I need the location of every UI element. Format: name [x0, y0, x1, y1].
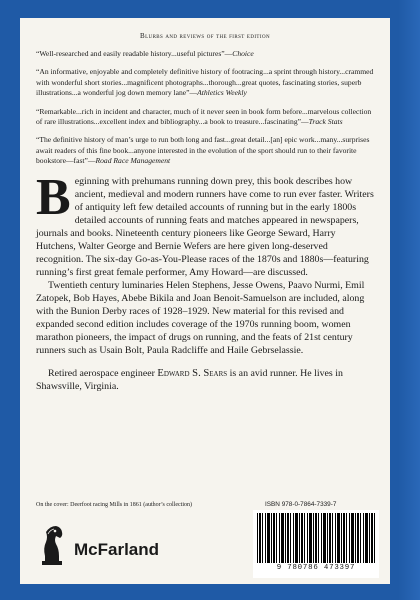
knight-chess-piece-icon: [36, 518, 68, 568]
barcode-bars: [257, 513, 375, 563]
blurb-2: [36, 67, 374, 98]
drop-cap: B: [36, 168, 71, 226]
cover-edge: [398, 0, 420, 600]
blurb-source: Athletics Weekly: [197, 88, 247, 98]
barcode: [253, 510, 379, 578]
blurb-source: Track Stats: [308, 117, 343, 127]
blurb-quote: “Well-researched and easily readable history...useful pictures”—: [36, 49, 233, 58]
barcode-number: 9 780786 473397: [276, 564, 356, 572]
publisher-name: McFarland: [74, 540, 160, 559]
cover-caption: On the cover: Deerfoot racing Mills in 1861 (author’s collection): [36, 502, 193, 508]
blurb-quote: “An informative, enjoyable and completely definitive history of footracing...a sprint through history...crammed with wonderful short stories...magnificent photographs...thorough...great quotes, fascinating stories, superb illustrations...a wonderful jog down memory lane”—: [36, 67, 374, 98]
description-paragraph-1: Beginning with prehumans running down prey, this book describes how ancient, medieval and modern runners have come to run ever faster. Writers of antiquity left few detailed accounts of running but in the early 1800s detailed accounts of running feats and matches appeared in newspapers, journals and books. Nineteenth century pioneers like George Seward, Harry Hutchens, Walter George and Bernie Wefers are here given long-deserved recognition. The six-day Go-as-You-Please races of the 1870s and 1880s—featuring running’s first great female performer, Amy Howard—are discussed.: [36, 168, 374, 278]
back-cover-panel: [20, 18, 390, 584]
blurb-4: [36, 135, 374, 166]
blurb-quote: “Remarkable...rich in incident and character, much of it never seen in book form before...marvelous collection of rare illustrations...excellent index and bibliography...a book to treasure...fascinating”—: [36, 106, 372, 127]
author-name: Edward S. Sears: [157, 368, 228, 380]
isbn-label: ISBN 978-0-7864-7339-7: [265, 501, 337, 508]
blurb-3: [36, 107, 374, 128]
blurb-quote: “The definitive history of man’s urge to run both long and fast...great detail...[an] epic work...many...surprises await readers of this fine book...anyone interested in the evolution of the sport should run to their favorite bookstore—fast”—: [36, 135, 370, 166]
blurb-1: [36, 49, 374, 59]
description-paragraph-2: Twentieth century luminaries Helen Stephens, Jesse Owens, Paavo Nurmi, Emil Zatopek, Bob Hayes, Abebe Bikila and Joan Benoit-Samuelson are included, along with the Bunion Derby races of 1928–1929. New material for this revised and expanded second edition includes coverage of the 1970s running boom, women marathon pioneers, the impact of drugs on running, and the feats of 21st century runners such as Usain Bolt, Paula Radcliffe and Haile Gebrselassie.: [36, 280, 365, 357]
author-bio: Retired aerospace engineer Edward S. Sears is an avid runner. He lives in Shawsville, Virginia.: [36, 368, 343, 393]
blurbs-heading: Blurbs and reviews of the first edition: [140, 32, 270, 40]
blurb-source: Road Race Management: [95, 156, 171, 166]
publisher-logo: [36, 518, 166, 568]
book-description: [36, 168, 374, 358]
blurb-source: Choice: [232, 49, 254, 58]
